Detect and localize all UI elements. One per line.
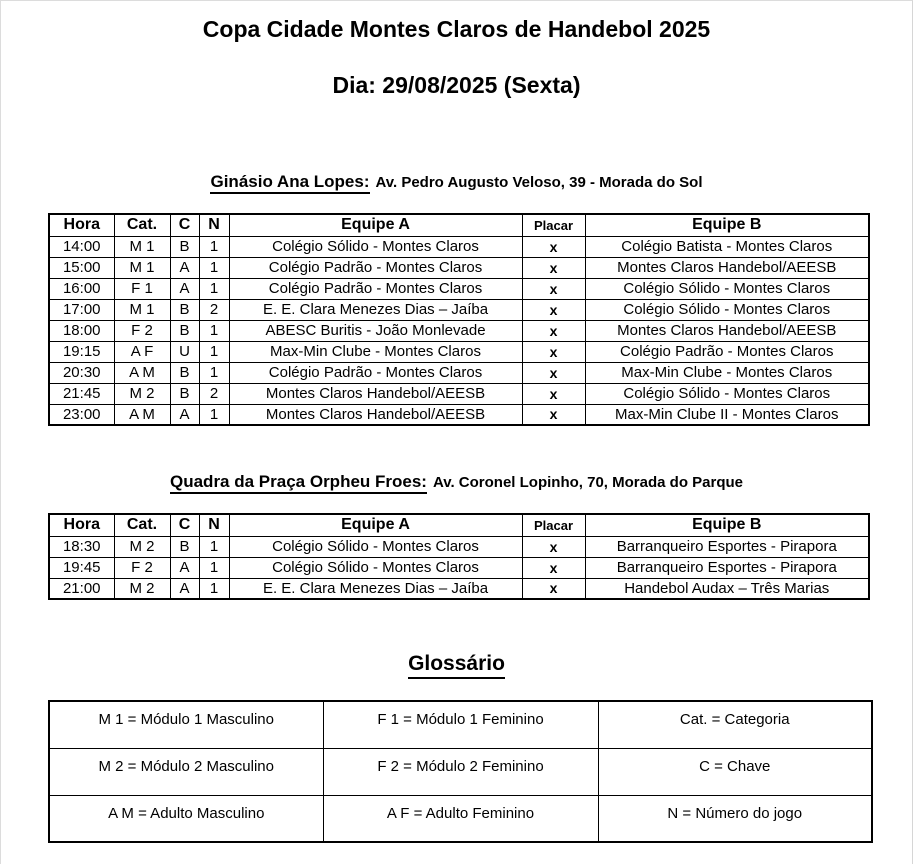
- cell-chave: B: [170, 536, 199, 557]
- cell-equipe-a: Colégio Sólido - Montes Claros: [229, 236, 522, 257]
- cell-equipe-b: Colégio Padrão - Montes Claros: [585, 341, 869, 362]
- glossary-row: [49, 748, 872, 795]
- glossary-entry: A F = Adulto Feminino: [323, 795, 598, 842]
- cell-chave: B: [170, 299, 199, 320]
- cell-numero: 2: [199, 299, 229, 320]
- cell-hora: 17:00: [49, 299, 114, 320]
- match-row: [49, 236, 869, 257]
- venue-address: Av. Coronel Lopinho, 70, Morada do Parque: [432, 474, 743, 491]
- col-header-numero: N: [199, 214, 229, 236]
- cell-numero: 1: [199, 578, 229, 599]
- match-row: [49, 299, 869, 320]
- match-row: [49, 383, 869, 404]
- cell-equipe-a: Colégio Padrão - Montes Claros: [229, 278, 522, 299]
- cell-placar: x: [522, 299, 585, 320]
- glossary-title: Glossário: [408, 652, 505, 679]
- cell-numero: 1: [199, 236, 229, 257]
- cell-numero: 1: [199, 278, 229, 299]
- cell-numero: 1: [199, 341, 229, 362]
- cell-equipe-a: Colégio Padrão - Montes Claros: [229, 362, 522, 383]
- match-row: [49, 536, 869, 557]
- cell-hora: 18:00: [49, 320, 114, 341]
- cell-numero: 1: [199, 557, 229, 578]
- col-header-categoria: Cat.: [114, 514, 170, 536]
- col-header-placar: Placar: [522, 214, 585, 236]
- cell-placar: x: [522, 362, 585, 383]
- cell-placar: x: [522, 320, 585, 341]
- cell-chave: A: [170, 404, 199, 425]
- glossary-table: [48, 700, 873, 843]
- cell-equipe-b: Colégio Batista - Montes Claros: [585, 236, 869, 257]
- cell-equipe-b: Montes Claros Handebol/AEESB: [585, 320, 869, 341]
- cell-categoria: M 2: [114, 383, 170, 404]
- cell-categoria: M 1: [114, 299, 170, 320]
- cell-equipe-a: Montes Claros Handebol/AEESB: [229, 383, 522, 404]
- venue-name: Ginásio Ana Lopes:: [210, 172, 369, 194]
- glossary-entry: A M = Adulto Masculino: [49, 795, 323, 842]
- cell-hora: 19:15: [49, 341, 114, 362]
- cell-equipe-a: Colégio Padrão - Montes Claros: [229, 257, 522, 278]
- cell-numero: 1: [199, 536, 229, 557]
- cell-hora: 21:00: [49, 578, 114, 599]
- cell-placar: x: [522, 257, 585, 278]
- cell-equipe-b: Barranqueiro Esportes - Pirapora: [585, 557, 869, 578]
- venue-name: Quadra da Praça Orpheu Froes:: [170, 472, 427, 494]
- cell-categoria: A F: [114, 341, 170, 362]
- cell-chave: B: [170, 320, 199, 341]
- cell-hora: 20:30: [49, 362, 114, 383]
- col-header-chave: C: [170, 514, 199, 536]
- cell-hora: 16:00: [49, 278, 114, 299]
- cell-categoria: M 2: [114, 536, 170, 557]
- col-header-chave: C: [170, 214, 199, 236]
- cell-hora: 18:30: [49, 536, 114, 557]
- match-row: [49, 278, 869, 299]
- col-header-equipe-a: Equipe A: [229, 514, 522, 536]
- glossary-entry: F 2 = Módulo 2 Feminino: [323, 748, 598, 795]
- cell-chave: B: [170, 362, 199, 383]
- match-row: [49, 257, 869, 278]
- cell-chave: A: [170, 257, 199, 278]
- col-header-numero: N: [199, 514, 229, 536]
- cell-categoria: M 2: [114, 578, 170, 599]
- cell-equipe-a: E. E. Clara Menezes Dias – Jaíba: [229, 299, 522, 320]
- cell-hora: 15:00: [49, 257, 114, 278]
- table-header-row: [49, 214, 869, 236]
- match-row: [49, 557, 869, 578]
- venue-address: Av. Pedro Augusto Veloso, 39 - Morada do Sol: [375, 174, 703, 191]
- cell-placar: x: [522, 278, 585, 299]
- cell-equipe-b: Colégio Sólido - Montes Claros: [585, 383, 869, 404]
- glossary-entry: N = Número do jogo: [598, 795, 872, 842]
- cell-equipe-a: Max-Min Clube - Montes Claros: [229, 341, 522, 362]
- cell-equipe-b: Handebol Audax – Três Marias: [585, 578, 869, 599]
- cell-categoria: A M: [114, 404, 170, 425]
- cell-numero: 2: [199, 383, 229, 404]
- cell-chave: A: [170, 278, 199, 299]
- cell-equipe-a: E. E. Clara Menezes Dias – Jaíba: [229, 578, 522, 599]
- cell-categoria: A M: [114, 362, 170, 383]
- venue-header-ginasio: [1, 171, 912, 194]
- cell-placar: x: [522, 341, 585, 362]
- table-header-row: [49, 514, 869, 536]
- cell-equipe-b: Colégio Sólido - Montes Claros: [585, 278, 869, 299]
- page-subtitle: Dia: 29/08/2025 (Sexta): [332, 72, 581, 98]
- glossary-entry: C = Chave: [598, 748, 872, 795]
- match-row: [49, 320, 869, 341]
- cell-placar: x: [522, 404, 585, 425]
- cell-chave: A: [170, 578, 199, 599]
- cell-categoria: M 1: [114, 236, 170, 257]
- cell-categoria: F 2: [114, 320, 170, 341]
- cell-chave: B: [170, 236, 199, 257]
- match-row: [49, 362, 869, 383]
- cell-chave: A: [170, 557, 199, 578]
- glossary-heading: [1, 651, 912, 679]
- cell-equipe-b: Colégio Sólido - Montes Claros: [585, 299, 869, 320]
- cell-placar: x: [522, 557, 585, 578]
- cell-hora: 21:45: [49, 383, 114, 404]
- glossary-entry: F 1 = Módulo 1 Feminino: [323, 701, 598, 748]
- glossary-entry: M 2 = Módulo 2 Masculino: [49, 748, 323, 795]
- cell-equipe-a: Colégio Sólido - Montes Claros: [229, 557, 522, 578]
- glossary-entry: M 1 = Módulo 1 Masculino: [49, 701, 323, 748]
- cell-numero: 1: [199, 320, 229, 341]
- schedule-table-ginasio: [48, 213, 870, 426]
- cell-placar: x: [522, 578, 585, 599]
- col-header-hora: Hora: [49, 514, 114, 536]
- cell-categoria: F 1: [114, 278, 170, 299]
- page-title: Copa Cidade Montes Claros de Handebol 2025: [202, 16, 711, 42]
- cell-numero: 1: [199, 257, 229, 278]
- col-header-equipe-b: Equipe B: [585, 214, 869, 236]
- cell-numero: 1: [199, 404, 229, 425]
- cell-placar: x: [522, 383, 585, 404]
- glossary-row: [49, 795, 872, 842]
- cell-categoria: F 2: [114, 557, 170, 578]
- cell-equipe-b: Barranqueiro Esportes - Pirapora: [585, 536, 869, 557]
- cell-numero: 1: [199, 362, 229, 383]
- cell-hora: 19:45: [49, 557, 114, 578]
- cell-placar: x: [522, 236, 585, 257]
- glossary-row: [49, 701, 872, 748]
- schedule-table-quadra: [48, 513, 870, 600]
- cell-equipe-a: Montes Claros Handebol/AEESB: [229, 404, 522, 425]
- cell-hora: 23:00: [49, 404, 114, 425]
- cell-chave: B: [170, 383, 199, 404]
- match-row: [49, 404, 869, 425]
- cell-equipe-a: ABESC Buritis - João Monlevade: [229, 320, 522, 341]
- col-header-equipe-b: Equipe B: [585, 514, 869, 536]
- cell-equipe-b: Max-Min Clube - Montes Claros: [585, 362, 869, 383]
- cell-equipe-b: Montes Claros Handebol/AEESB: [585, 257, 869, 278]
- cell-equipe-b: Max-Min Clube II - Montes Claros: [585, 404, 869, 425]
- cell-categoria: M 1: [114, 257, 170, 278]
- col-header-equipe-a: Equipe A: [229, 214, 522, 236]
- cell-chave: U: [170, 341, 199, 362]
- venue-header-quadra: [1, 471, 912, 494]
- col-header-placar: Placar: [522, 514, 585, 536]
- col-header-hora: Hora: [49, 214, 114, 236]
- cell-equipe-a: Colégio Sólido - Montes Claros: [229, 536, 522, 557]
- glossary-entry: Cat. = Categoria: [598, 701, 872, 748]
- match-row: [49, 341, 869, 362]
- match-row: [49, 578, 869, 599]
- col-header-categoria: Cat.: [114, 214, 170, 236]
- cell-hora: 14:00: [49, 236, 114, 257]
- cell-placar: x: [522, 536, 585, 557]
